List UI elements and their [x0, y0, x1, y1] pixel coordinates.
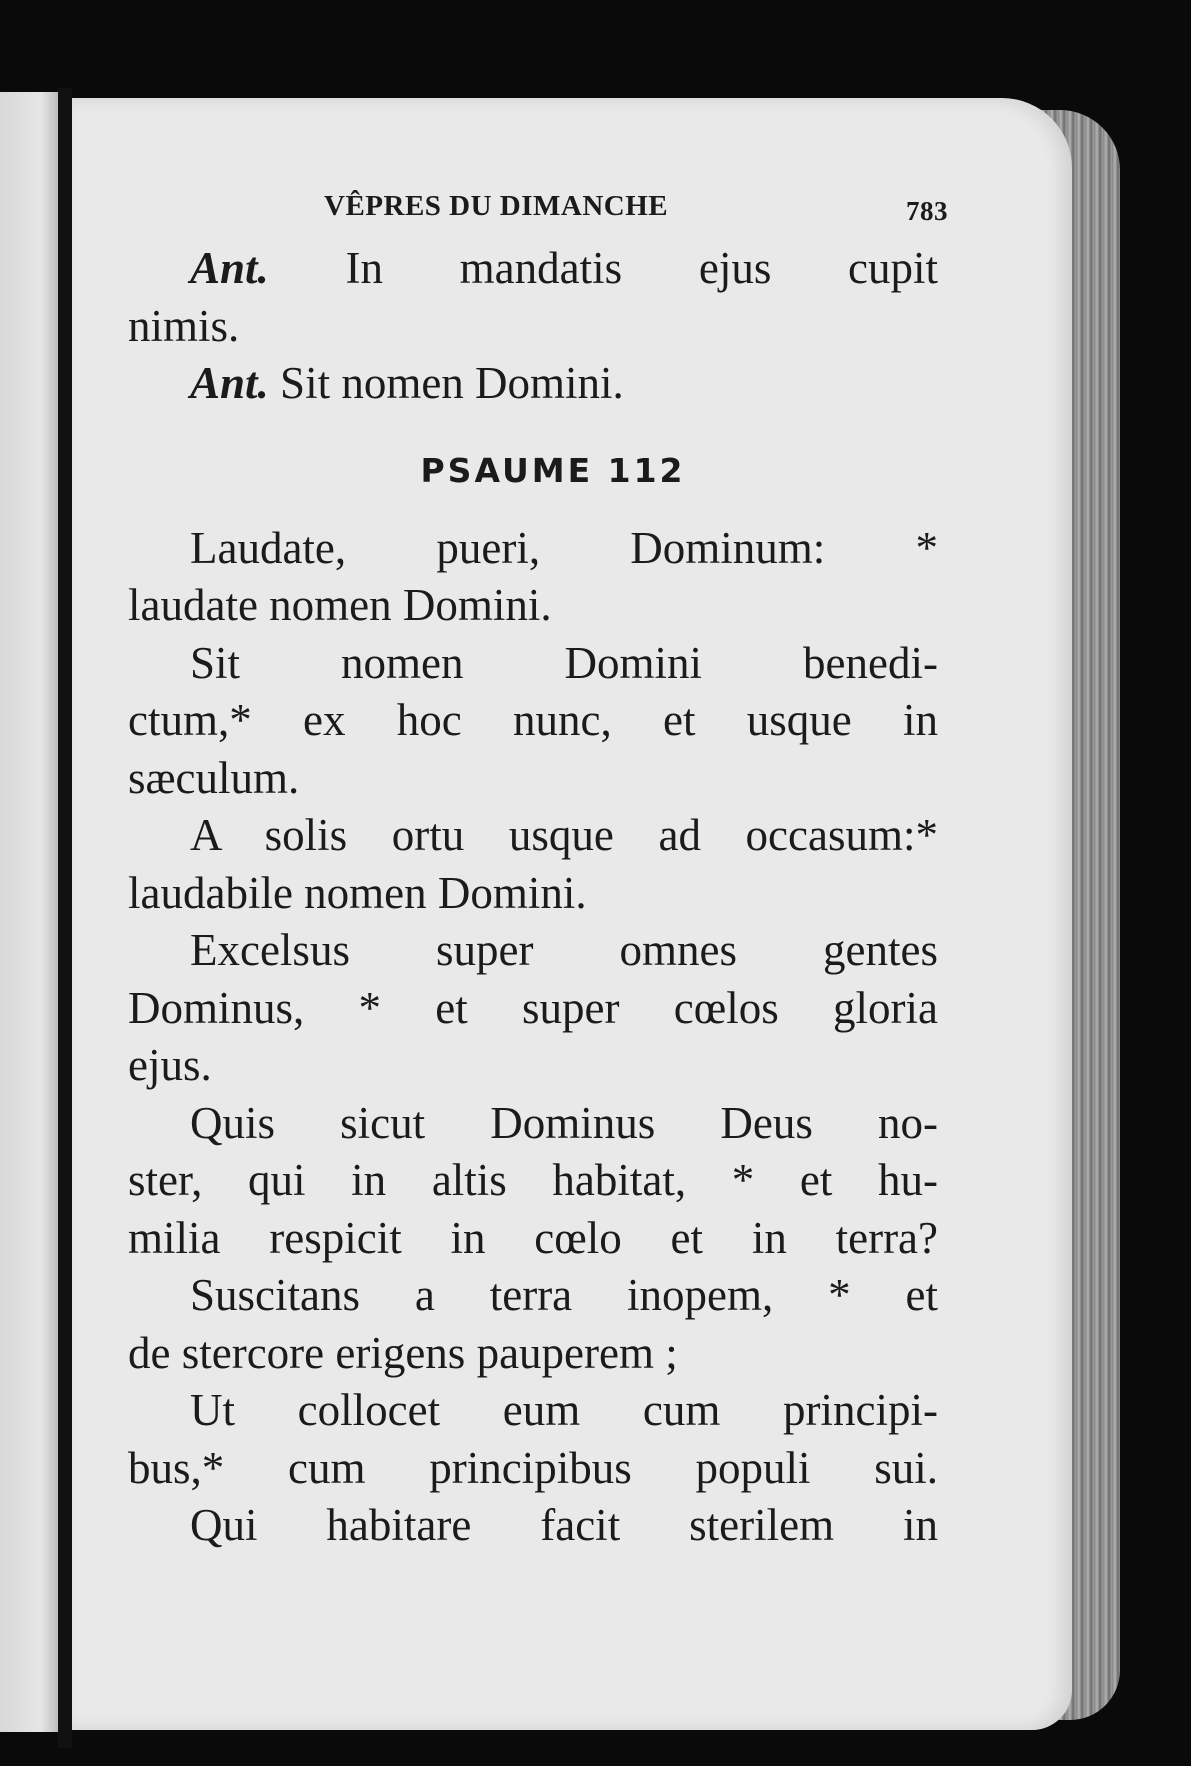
psalm-line: Suscitans a terra inopem, * et — [190, 1270, 938, 1320]
psalm-line: de stercore erigens pauperem ; — [128, 1327, 678, 1378]
antiphon-1-line-1: Ant. In mandatis ejus cupit — [190, 243, 938, 293]
psalm-line: ster, qui in altis habitat, * et hu- — [128, 1155, 938, 1205]
psalm-line: laudabile nomen Domini. — [128, 867, 587, 918]
previous-page-edge — [0, 92, 58, 1732]
psalm-line: sæculum. — [128, 752, 300, 803]
psalm-line: laudate nomen Domini. — [128, 580, 552, 630]
psalm-line: Laudate, pueri, Dominum: * — [190, 522, 938, 573]
running-head — [128, 190, 948, 240]
psalm-line: Ut collocet eum cum principi- — [190, 1385, 938, 1435]
antiphon-2-line-1: Ant. Sit nomen Domini. — [190, 358, 624, 408]
psalm-line: Qui habitare facit sterilem in — [190, 1500, 938, 1550]
psalm-line: milia respicit in cœlo et in terra? — [128, 1212, 938, 1263]
book-gutter — [58, 88, 72, 1748]
psalm-line: Dominus, * et super cœlos gloria — [128, 982, 938, 1033]
psalm-text — [128, 520, 938, 1555]
psalm-line: Sit nomen Domini benedi- — [190, 637, 938, 688]
psalm-line: ctum,* ex hoc nunc, et usque in — [128, 695, 938, 745]
psalm-line: Excelsus super omnes gentes — [190, 925, 938, 975]
antiphon-section — [128, 240, 938, 413]
page-text — [128, 190, 948, 1555]
running-title: VÊPRES DU DIMANCHE — [324, 190, 669, 222]
psalm-line: bus,* cum principibus populi sui. — [128, 1442, 938, 1493]
antiphon-1-line-2: nimis. — [128, 300, 240, 351]
psalm-line: ejus. — [128, 1040, 212, 1090]
antiphon-label: Ant. — [190, 358, 269, 408]
page-number: 783 — [906, 196, 948, 226]
psalm-line: Quis sicut Dominus Deus no- — [190, 1097, 938, 1148]
psalm-heading: PSAUME 112 — [420, 450, 686, 490]
psalm-line: A solis ortu usque ad occasum:* — [190, 810, 938, 860]
antiphon-label: Ant. — [190, 243, 269, 293]
